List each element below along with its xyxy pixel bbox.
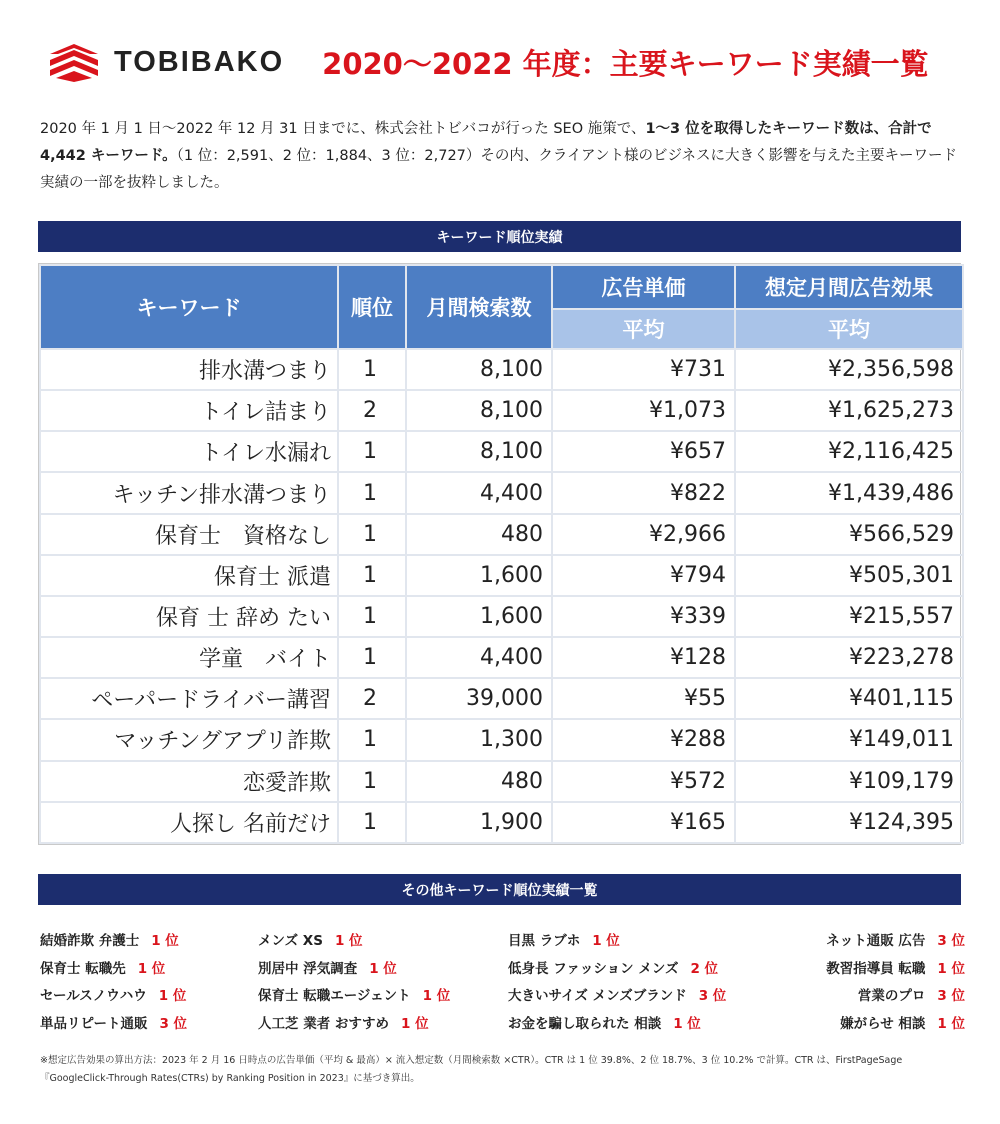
- header-keyword: キーワード: [40, 265, 338, 349]
- list-item: [826, 956, 965, 984]
- cell-keyword: マッチングアプリ詐欺: [40, 719, 338, 760]
- cell-keyword: 人探し 名前だけ: [40, 802, 338, 843]
- cell-cpc: ¥822: [552, 472, 735, 513]
- other-keyword-rank: 3 位: [698, 988, 727, 1004]
- table-row: [40, 761, 963, 802]
- cell-effect: ¥215,557: [735, 596, 963, 637]
- table-row: [40, 390, 963, 431]
- brand-name: TOBIBAKO: [114, 45, 285, 78]
- cell-effect: ¥1,439,486: [735, 472, 963, 513]
- cell-effect: ¥505,301: [735, 555, 963, 596]
- cell-volume: 480: [406, 514, 552, 555]
- table-row: [40, 349, 963, 390]
- footnote: [40, 1052, 965, 1088]
- cell-rank: 1: [338, 555, 406, 596]
- cell-keyword: 保育士 資格なし: [40, 514, 338, 555]
- cell-cpc: ¥128: [552, 637, 735, 678]
- cell-effect: ¥124,395: [735, 802, 963, 843]
- cell-effect: ¥109,179: [735, 761, 963, 802]
- cell-keyword: 保育 士 辞め たい: [40, 596, 338, 637]
- cell-effect: ¥223,278: [735, 637, 963, 678]
- cell-effect: ¥401,115: [735, 678, 963, 719]
- cell-rank: 1: [338, 761, 406, 802]
- cell-volume: 1,300: [406, 719, 552, 760]
- list-item: [508, 956, 726, 984]
- footnote-line1: ※想定広告効果の算出方法：2023 年 2 月 16 日時点の広告単価（平均 & 最高）× 流入想定数（月間検索数 ×CTR）。CTR は 1 位 39.8%、2 位 18.7%、3 位 10.2% で計算。CTR は、FirstPageSage: [40, 1055, 903, 1066]
- cell-volume: 4,400: [406, 637, 552, 678]
- header-cpc: 広告単価: [552, 265, 735, 309]
- other-keyword-rank: 1 位: [422, 988, 451, 1004]
- cell-cpc: ¥55: [552, 678, 735, 719]
- header-effect: 想定月間広告効果: [735, 265, 963, 309]
- other-keyword: セールスノウハウ: [40, 988, 147, 1004]
- cell-rank: 2: [338, 678, 406, 719]
- list-item: [258, 956, 450, 984]
- list-item: [40, 956, 187, 984]
- list-item: [826, 928, 965, 956]
- list-item: [258, 928, 450, 956]
- list-item: [826, 983, 965, 1011]
- other-keywords-column: [826, 928, 965, 1038]
- header: [48, 38, 968, 86]
- header-cpc-avg: 平均: [552, 309, 735, 349]
- table-row: [40, 637, 963, 678]
- other-keyword: 目黒 ラブホ: [508, 933, 581, 949]
- other-keyword: 教習指導員 転職: [826, 960, 926, 977]
- cell-keyword: 排水溝つまり: [40, 349, 338, 390]
- cell-volume: 1,600: [406, 555, 552, 596]
- other-keyword-rank: 1 位: [369, 960, 397, 977]
- other-keyword: 営業のプロ: [857, 988, 926, 1004]
- cell-cpc: ¥731: [552, 349, 735, 390]
- other-keyword-rank: 1 位: [151, 933, 179, 949]
- other-keyword-rank: 3 位: [937, 933, 965, 949]
- cell-cpc: ¥288: [552, 719, 735, 760]
- cell-volume: 1,600: [406, 596, 552, 637]
- other-keyword: 保育士 転職エージェント: [258, 988, 411, 1004]
- table-row: [40, 596, 963, 637]
- cell-keyword: 保育士 派遣: [40, 555, 338, 596]
- other-keyword: メンズ XS: [258, 933, 323, 949]
- cell-keyword: トイレ詰まり: [40, 390, 338, 431]
- cell-volume: 4,400: [406, 472, 552, 513]
- other-keyword-rank: 1 位: [673, 1015, 701, 1032]
- other-keyword-rank: 3 位: [159, 1015, 188, 1032]
- other-keyword: 嫌がらせ 相談: [840, 1015, 926, 1032]
- table-row: [40, 802, 963, 843]
- other-keyword-rank: 1 位: [401, 1015, 429, 1032]
- cell-rank: 1: [338, 637, 406, 678]
- header-volume: 月間検索数: [406, 265, 552, 349]
- cell-rank: 1: [338, 514, 406, 555]
- cell-rank: 1: [338, 802, 406, 843]
- list-item: [826, 1011, 965, 1039]
- other-keyword: お金を騙し取られた 相談: [508, 1015, 662, 1032]
- cell-effect: ¥2,116,425: [735, 431, 963, 472]
- table-row: [40, 431, 963, 472]
- list-item: [40, 983, 187, 1011]
- other-keyword: 単品リピート通販: [40, 1015, 148, 1032]
- cell-rank: 2: [338, 390, 406, 431]
- cell-volume: 8,100: [406, 390, 552, 431]
- other-keyword-rank: 3 位: [937, 988, 965, 1004]
- cell-effect: ¥149,011: [735, 719, 963, 760]
- section-title-other-keywords: その他キーワード順位実績一覧: [38, 874, 961, 905]
- cell-keyword: 学童 バイト: [40, 637, 338, 678]
- cell-volume: 480: [406, 761, 552, 802]
- other-keyword-rank: 1 位: [937, 1015, 965, 1032]
- cell-volume: 8,100: [406, 349, 552, 390]
- list-item: [40, 1011, 187, 1039]
- other-keyword: 大きいサイズ メンズブランド: [508, 988, 687, 1004]
- cell-cpc: ¥1,073: [552, 390, 735, 431]
- footnote-line2: 『GoogleClick-Through Rates(CTRs) by Ranking Position in 2023』に基づき算出。: [40, 1073, 420, 1084]
- cell-cpc: ¥339: [552, 596, 735, 637]
- other-keyword-rank: 1 位: [592, 933, 620, 949]
- other-keyword-rank: 1 位: [137, 960, 166, 977]
- intro-text: [40, 116, 965, 197]
- cell-effect: ¥1,625,273: [735, 390, 963, 431]
- cell-cpc: ¥572: [552, 761, 735, 802]
- table-row: [40, 514, 963, 555]
- other-keyword-rank: 1 位: [937, 960, 965, 977]
- other-keywords-column: [40, 928, 187, 1038]
- other-keyword: 人工芝 業者 おすすめ: [258, 1015, 390, 1032]
- cell-cpc: ¥165: [552, 802, 735, 843]
- list-item: [40, 928, 187, 956]
- other-keyword: ネット通販 広告: [826, 933, 926, 949]
- other-keyword-rank: 1 位: [158, 988, 187, 1004]
- cell-keyword: トイレ水漏れ: [40, 431, 338, 472]
- table-row: [40, 719, 963, 760]
- other-keyword-rank: 1 位: [334, 933, 363, 949]
- cell-cpc: ¥657: [552, 431, 735, 472]
- cell-cpc: ¥2,966: [552, 514, 735, 555]
- cell-rank: 1: [338, 719, 406, 760]
- cell-rank: 1: [338, 472, 406, 513]
- table-row: [40, 555, 963, 596]
- table-row: [40, 678, 963, 719]
- list-item: [258, 983, 450, 1011]
- page-title: 2020〜2022 年度：主要キーワード実績一覧: [322, 46, 929, 81]
- cell-volume: 8,100: [406, 431, 552, 472]
- other-keywords-column: [508, 928, 726, 1038]
- cell-keyword: 恋愛詐欺: [40, 761, 338, 802]
- cell-effect: ¥566,529: [735, 514, 963, 555]
- list-item: [508, 928, 726, 956]
- other-keyword: 低身長 ファッション メンズ: [508, 960, 679, 977]
- header-effect-avg: 平均: [735, 309, 963, 349]
- cell-keyword: ペーパードライバー講習: [40, 678, 338, 719]
- intro-bold: 1〜3 位を取得したキーワード数は、合計で 4,442 キーワード。: [40, 121, 932, 164]
- list-item: [508, 1011, 726, 1039]
- other-keyword: 別居中 浮気調査: [258, 960, 358, 977]
- cell-rank: 1: [338, 349, 406, 390]
- other-keyword-rank: 2 位: [690, 960, 719, 977]
- cell-volume: 39,000: [406, 678, 552, 719]
- cell-rank: 1: [338, 431, 406, 472]
- cell-rank: 1: [338, 596, 406, 637]
- other-keyword: 保育士 転職先: [40, 960, 126, 977]
- other-keywords-column: [258, 928, 450, 1038]
- cell-volume: 1,900: [406, 802, 552, 843]
- other-keyword: 結婚詐欺 弁護士: [40, 933, 140, 949]
- cell-cpc: ¥794: [552, 555, 735, 596]
- section-title-keyword-ranking: キーワード順位実績: [38, 221, 961, 252]
- cell-keyword: キッチン排水溝つまり: [40, 472, 338, 513]
- list-item: [258, 1011, 450, 1039]
- table-row: [40, 472, 963, 513]
- intro-part1: 2020 年 1 月 1 日〜2022 年 12 月 31 日までに、株式会社トビバコが行った SEO 施策で、: [40, 121, 646, 137]
- cell-effect: ¥2,356,598: [735, 349, 963, 390]
- other-keywords-list: [40, 928, 965, 1040]
- tobibako-logo-icon: [48, 42, 100, 82]
- header-rank: 順位: [338, 265, 406, 349]
- intro-part2: （1 位：2,591、2 位：1,884、3 位：2,727）その内、クライアント様のビジネスに大きく影響を与えた主要キーワード実績の一部を抜粋しました。: [40, 148, 958, 191]
- list-item: [508, 983, 726, 1011]
- keyword-table: [38, 263, 961, 845]
